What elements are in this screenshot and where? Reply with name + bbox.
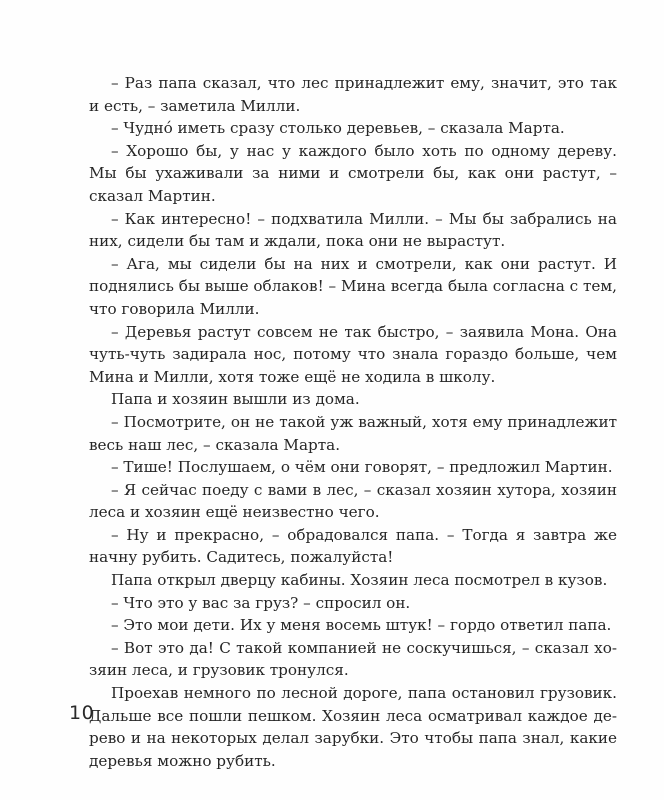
paragraph: – Деревья растут совсем не так быстро, – заявила Мона. Она чуть-чуть задирала нос, потому что знала гораздо больше, чем Мина и Милли, хотя тоже ещё не ходила в школу. [89, 322, 617, 386]
body-text [89, 72, 617, 772]
paragraph: – Тише! Послушаем, о чём они говорят, – предложил Мартин. [111, 458, 613, 477]
paragraph: Проехав немного по лесной дороге, папа остановил грузовик. Дальше все пошли пешком. Хозяин леса осматривал каждое дерево и на некоторых делал зарубки. Это чтобы папа знал, какие деревья можно рубить. [89, 684, 617, 770]
paragraph: – Ну и прекрасно, – обрадовался папа. – Тогда я завтра же начну рубить. Садитесь, пожалуйста! [89, 525, 617, 567]
paragraph: – Это мои дети. Их у меня восемь штук! – гордо ответил папа. [111, 616, 612, 635]
paragraph: – Вот это да! С такой компанией не соскучишься, – сказал хозяин леса, и грузовик тронулся. [89, 638, 617, 680]
paragraph: – Хорошо бы, у нас у каждого было хоть по одному дереву. Мы бы ухаживали за ними и смотрели бы, как они растут, – сказал Мартин. [89, 141, 617, 205]
paragraph: – Я сейчас поеду с вами в лес, – сказал хозяин хутора, хозяин леса и хозяин ещё неизвестно чего. [89, 480, 617, 522]
paragraph: – Что это у вас за груз? – спросил он. [111, 593, 411, 612]
paragraph: – Как интересно! – подхватила Милли. – Мы бы забрались на них, сидели бы там и ждали, пока они не вырастут. [89, 209, 617, 251]
paragraph: – Посмотрите, он не такой уж важный, хотя ему принадлежит весь наш лес, – сказала Марта. [89, 412, 617, 454]
paragraph: Папа открыл дверцу кабины. Хозяин леса посмотрел в кузов. [111, 571, 608, 590]
paragraph: – Чудно́ иметь сразу столько деревьев, – сказала Марта. [111, 119, 565, 138]
paragraph: – Ага, мы сидели бы на них и смотрели, как они растут. И поднялись бы выше облаков! – Мина всегда была согласна с тем, что говорила Милли. [89, 254, 617, 318]
paragraph: Папа и хозяин вышли из дома. [111, 390, 360, 409]
page-number: 10 [69, 702, 95, 724]
paragraph: – Раз папа сказал, что лес принадлежит ему, значит, это так и есть, – заметила Милли. [89, 74, 617, 115]
